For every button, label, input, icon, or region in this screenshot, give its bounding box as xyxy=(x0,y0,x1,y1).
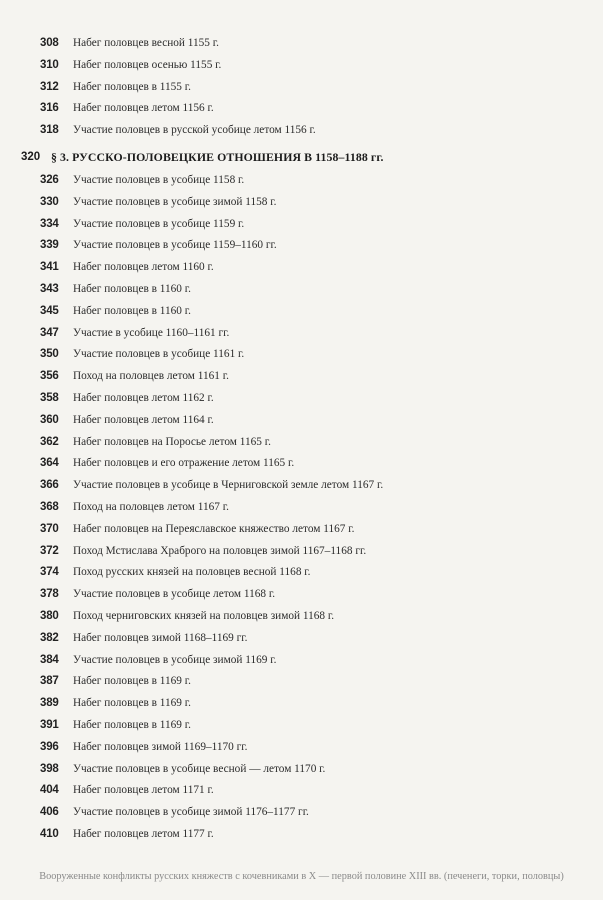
toc-entry-title: Набег половцев летом 1162 г. xyxy=(73,391,214,404)
toc-entry xyxy=(0,562,603,584)
toc-entry xyxy=(0,279,603,301)
toc-entry xyxy=(0,759,603,781)
toc-entry xyxy=(0,432,603,454)
toc-entry-page-number: 380 xyxy=(40,609,59,622)
toc-entry xyxy=(0,77,603,99)
toc-entry-page-number: 343 xyxy=(40,282,59,295)
toc-entry-page-number: 312 xyxy=(40,80,59,93)
toc-entry xyxy=(0,214,603,236)
toc-entry-page-number: 358 xyxy=(40,391,59,404)
toc-entry-page-number: 360 xyxy=(40,413,59,426)
toc-entry-page-number: 364 xyxy=(40,457,59,470)
toc-entry-title: Набег половцев летом 1164 г. xyxy=(73,413,214,426)
toc-entry-page-number: 362 xyxy=(40,435,59,448)
toc-entry xyxy=(0,475,603,497)
toc-entry xyxy=(0,628,603,650)
toc-entry-page-number: 316 xyxy=(40,102,59,115)
toc-entry-page-number: 406 xyxy=(40,806,59,819)
toc-entry-title: Поход русских князей на половцев весной 1168 г. xyxy=(73,566,311,579)
toc-entry-title: Набег половцев в 1169 г. xyxy=(73,675,191,688)
toc-entry-title: Набег половцев летом 1177 г. xyxy=(73,827,214,840)
toc-entry-title: Поход Мстислава Храброго на половцев зимой 1167–1168 гг. xyxy=(73,544,367,557)
toc-entry-page-number: 372 xyxy=(40,544,59,557)
toc-entry-page-number: 339 xyxy=(40,239,59,252)
toc-entry xyxy=(0,693,603,715)
toc-entry-title: Участие половцев в усобице зимой 1176–1177 гг. xyxy=(73,806,309,819)
toc-entry xyxy=(0,606,603,628)
page-footer: Вооруженные конфликты русских княжеств с кочевниками в X — первой половине XIII вв. (печенеги, торки, половцы) xyxy=(39,871,564,882)
toc-entry-page-number: 347 xyxy=(40,326,59,339)
toc-entry-page-number: 345 xyxy=(40,304,59,317)
section-title: § 3. РУССКО-ПОЛОВЕЦКИЕ ОТНОШЕНИЯ В 1158–1188 гг. xyxy=(51,149,384,164)
toc-entry-title: Набег половцев весной 1155 г. xyxy=(73,37,219,49)
toc-entry-page-number: 374 xyxy=(40,566,59,579)
toc-entry xyxy=(0,453,603,475)
toc-entry-page-number: 326 xyxy=(40,173,59,186)
table-of-contents xyxy=(0,33,603,846)
toc-entry-title: Участие в усобице 1160–1161 гг. xyxy=(73,326,230,339)
toc-entry-title: Набег половцев зимой 1169–1170 гг. xyxy=(73,740,248,753)
toc-entry-page-number: 384 xyxy=(40,653,59,666)
toc-entry xyxy=(0,366,603,388)
toc-entry-title: Набег половцев и его отражение летом 1165 г. xyxy=(73,457,295,470)
toc-entry xyxy=(0,301,603,323)
toc-entry-page-number: 378 xyxy=(40,588,59,601)
toc-entry-page-number: 366 xyxy=(40,479,59,492)
toc-entry-title: Участие половцев в усобице зимой 1169 г. xyxy=(73,653,277,666)
toc-entry-page-number: 387 xyxy=(40,675,59,688)
toc-entry xyxy=(0,519,603,541)
toc-entry-page-number: 318 xyxy=(40,124,59,137)
toc-entry xyxy=(0,824,603,846)
toc-entry-title: Набег половцев летом 1156 г. xyxy=(73,102,214,115)
toc-entry xyxy=(0,497,603,519)
toc-entry xyxy=(0,715,603,737)
toc-entry-title: Участие половцев в усобице в Черниговской земле летом 1167 г. xyxy=(73,479,384,492)
toc-entry xyxy=(0,192,603,214)
toc-entry-title: Набег половцев в 1160 г. xyxy=(73,304,191,317)
toc-entry xyxy=(0,671,603,693)
toc-entry-title: Набег половцев летом 1160 г. xyxy=(73,261,214,274)
toc-entry-title: Участие половцев в усобице 1158 г. xyxy=(73,173,245,186)
toc-entry-page-number: 341 xyxy=(40,261,59,274)
toc-entry-title: Набег половцев на Переяславское княжество летом 1167 г. xyxy=(73,522,355,535)
toc-entry xyxy=(0,257,603,279)
toc-entry xyxy=(0,737,603,759)
toc-entry xyxy=(0,410,603,432)
toc-entry-title: Набег половцев на Поросье летом 1165 г. xyxy=(73,435,271,448)
toc-entry-title: Участие половцев в усобице 1161 г. xyxy=(73,348,245,361)
toc-entry-page-number: 310 xyxy=(40,58,59,71)
toc-entry-page-number: 330 xyxy=(40,195,59,208)
toc-entry xyxy=(0,344,603,366)
toc-entry-title: Участие половцев в усобице 1159–1160 гг. xyxy=(73,239,277,252)
toc-entry-page-number: 410 xyxy=(40,827,59,840)
toc-entry-page-number: 382 xyxy=(40,631,59,644)
toc-entry-title: Набег половцев в 1169 г. xyxy=(73,718,191,731)
toc-entries-before xyxy=(0,33,603,142)
toc-entry-title: Набег половцев в 1169 г. xyxy=(73,697,191,710)
toc-entry xyxy=(0,323,603,345)
toc-entry xyxy=(0,802,603,824)
toc-entry xyxy=(0,120,603,142)
toc-entry-title: Участие половцев в усобице летом 1168 г. xyxy=(73,588,276,601)
toc-entry xyxy=(0,235,603,257)
toc-entry xyxy=(0,650,603,672)
toc-entry-page-number: 389 xyxy=(40,697,59,710)
toc-entry-page-number: 391 xyxy=(40,718,59,731)
toc-entry-page-number: 356 xyxy=(40,370,59,383)
toc-entry-page-number: 370 xyxy=(40,522,59,535)
toc-entry-title: Участие половцев в усобице зимой 1158 г. xyxy=(73,195,277,208)
toc-entry xyxy=(0,780,603,802)
toc-entry xyxy=(0,541,603,563)
section-page-number: 320 xyxy=(21,150,41,163)
toc-entry-title: Набег половцев осенью 1155 г. xyxy=(73,58,222,71)
toc-entry-page-number: 334 xyxy=(40,217,59,230)
toc-entry-title: Набег половцев в 1160 г. xyxy=(73,282,191,295)
toc-entry-title: Набег половцев летом 1171 г. xyxy=(73,784,214,797)
toc-entry-page-number: 350 xyxy=(40,348,59,361)
toc-entry xyxy=(0,584,603,606)
toc-entry-title: Поход черниговских князей на половцев зимой 1168 г. xyxy=(73,609,335,622)
toc-entry-title: Набег половцев в 1155 г. xyxy=(73,80,191,93)
toc-entry-page-number: 308 xyxy=(40,37,59,49)
toc-entry-title: Набег половцев зимой 1168–1169 гг. xyxy=(73,631,248,644)
toc-entry-title: Участие половцев в усобице 1159 г. xyxy=(73,217,245,230)
toc-entry-title: Поход на половцев летом 1161 г. xyxy=(73,370,229,383)
toc-entry-page-number: 396 xyxy=(40,740,59,753)
toc-entry-page-number: 404 xyxy=(40,784,59,797)
toc-entry xyxy=(0,33,603,55)
toc-entry-title: Поход на половцев летом 1167 г. xyxy=(73,500,229,513)
toc-entry-title: Участие половцев в усобице весной — летом 1170 г. xyxy=(73,762,326,775)
toc-entry xyxy=(0,388,603,410)
toc-entry-page-number: 368 xyxy=(40,500,59,513)
toc-entry-title: Участие половцев в русской усобице летом 1156 г. xyxy=(73,124,316,137)
toc-entry xyxy=(0,98,603,120)
toc-entry xyxy=(0,55,603,77)
toc-entry-page-number: 398 xyxy=(40,762,59,775)
toc-entry xyxy=(0,170,603,192)
toc-entries-after xyxy=(0,170,603,846)
section-heading xyxy=(0,145,603,169)
